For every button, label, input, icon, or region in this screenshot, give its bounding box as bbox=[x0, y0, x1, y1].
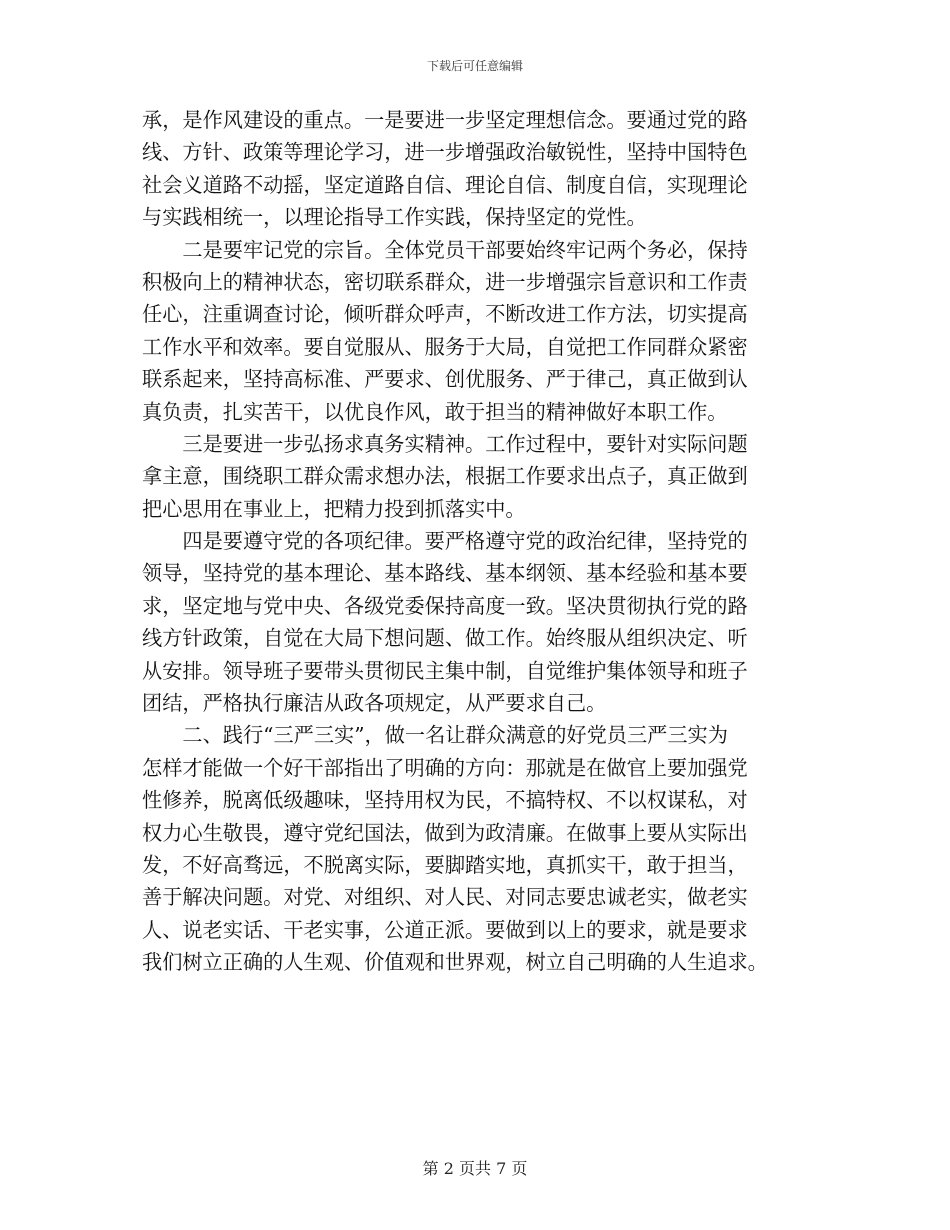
text-line: 积极向上的精神状态，密切联系群众，进一步增强宗旨意识和工作责 bbox=[142, 269, 748, 294]
text-line: 联系起来，坚持高标准、严要求、创优服务、严于律己，真正做到认 bbox=[142, 367, 748, 392]
text-line: 与实践相统一，以理论指导工作实践，保持坚定的党性。 bbox=[142, 205, 647, 230]
body-text bbox=[142, 104, 808, 979]
text-line: 求，坚定地与党中央、各级党委保持高度一致。坚决贯彻执行党的路 bbox=[142, 593, 748, 618]
text-line: 拿主意，围绕职工群众需求想办法，根据工作要求出点子，真正做到 bbox=[142, 464, 748, 489]
text-line: 团结，严格执行廉洁从政各项规定，从严要求自己。 bbox=[142, 691, 607, 716]
text-line: 二、践行“三严三实”，做一名让群众满意的好党员三严三实为 bbox=[142, 723, 728, 748]
text-line: 性修养，脱离低级趣味，坚持用权为民，不搞特权、不以权谋私，对 bbox=[142, 788, 748, 813]
text-line: 权力心生敬畏，遵守党纪国法，做到为政清廉。在做事上要从实际出 bbox=[142, 820, 748, 845]
text-line: 任心，注重调查讨论，倾听群众呼声，不断改进工作方法，切实提高 bbox=[142, 302, 748, 327]
text-line: 从安排。领导班子要带头贯彻民主集中制，自觉维护集体领导和班子 bbox=[142, 658, 748, 683]
text-line: 真负责，扎实苦干，以优良作风，敢于担当的精神做好本职工作。 bbox=[142, 399, 728, 424]
text-line: 四是要遵守党的各项纪律。要严格遵守党的政治纪律，坚持党的 bbox=[142, 529, 748, 554]
text-line: 发，不好高骛远，不脱离实际，要脚踏实地，真抓实干，敢于担当， bbox=[142, 852, 748, 877]
text-line: 社会义道路不动摇，坚定道路自信、理论自信、制度自信，实现理论 bbox=[142, 172, 748, 197]
text-line: 怎样才能做一个好干部指出了明确的方向：那就是在做官上要加强党 bbox=[142, 755, 748, 780]
text-line: 工作水平和效率。要自觉服从、服务于大局，自觉把工作同群众紧密 bbox=[142, 334, 748, 359]
page-header: 下载后可任意编辑 bbox=[426, 59, 523, 73]
text-line: 善于解决问题。对党、对组织、对人民、对同志要忠诚老实，做老实 bbox=[142, 885, 748, 910]
text-line: 线、方针、政策等理论学习，进一步增强政治敏锐性，坚持中国特色 bbox=[142, 140, 748, 165]
text-line: 三是要进一步弘扬求真务实精神。工作过程中，要针对实际问题 bbox=[142, 431, 748, 456]
text-line: 承，是作风建设的重点。一是要进一步坚定理想信念。要通过党的路 bbox=[142, 108, 748, 132]
text-line: 领导，坚持党的基本理论、基本路线、基本纲领、基本经验和基本要 bbox=[142, 561, 748, 586]
text-line: 人、说老实话、干老实事，公道正派。要做到以上的要求，就是要求 bbox=[142, 917, 748, 942]
text-line: 把心思用在事业上，把精力投到抓落实中。 bbox=[142, 496, 526, 521]
text-line: 线方针政策，自觉在大局下想问题、做工作。始终服从组织决定、听 bbox=[142, 626, 748, 651]
text-line: 我们树立正确的人生观、价值观和世界观，树立自己明确的人生追求。 bbox=[142, 950, 768, 975]
page-number: 第 2 页共 7 页 bbox=[422, 1159, 528, 1178]
text-line: 二是要牢记党的宗旨。全体党员干部要始终牢记两个务必，保持 bbox=[142, 237, 748, 262]
